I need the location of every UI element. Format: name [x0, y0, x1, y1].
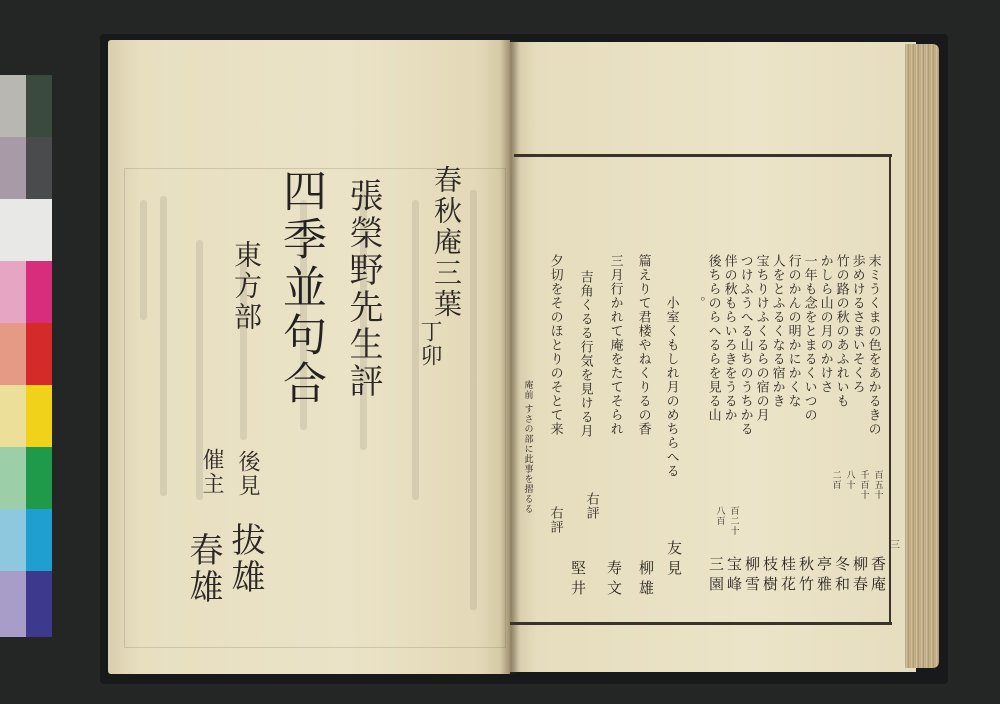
poet-name: 秋竹 — [797, 556, 815, 596]
verse-line: つけふうへる山ちのうちかる — [737, 254, 753, 436]
swatch-gray-light — [0, 75, 26, 137]
swatch-yellow — [26, 385, 52, 447]
swatch-purple — [26, 571, 52, 637]
print-frame-right — [889, 154, 891, 624]
swatch-sky — [0, 509, 26, 571]
main-title: 四季並句合 — [275, 168, 326, 408]
score-note: 千百十 — [858, 470, 869, 500]
color-calibration-strip — [0, 75, 52, 637]
poet-name: 桂花 — [779, 556, 797, 596]
verse-line: かしら山の月のかけさ — [817, 254, 833, 394]
after-note: 後見 — [235, 450, 260, 498]
bleed-through-line — [140, 200, 147, 320]
score-note: 百二十 — [728, 506, 739, 536]
swatch-red — [26, 323, 52, 385]
leaf-number: 三 — [890, 540, 900, 551]
title-line-4: 東方部 — [230, 240, 263, 333]
book-page-edges — [905, 44, 939, 668]
verse-line: 行のかんの明かにかくな — [785, 254, 801, 408]
swatch-lilac — [0, 571, 26, 637]
verse-line: 吉角くるる行気を見ける月 — [577, 270, 593, 438]
verse-line: 歩めけるさまいそくろ — [849, 254, 865, 394]
poet-name: 三園 — [707, 556, 725, 596]
poet-name: 柳雄 — [637, 560, 655, 600]
bleed-through-line — [160, 196, 167, 496]
critic-note: 右評 — [547, 506, 563, 534]
score-note: 八百 — [714, 506, 725, 526]
swatch-lavender-gray — [0, 137, 26, 199]
score-note: 二百 — [830, 470, 841, 490]
poet-name: 友見 — [665, 540, 683, 580]
poet-name: 香庵 — [869, 556, 887, 596]
swatch-cream — [0, 385, 26, 447]
swatch-green — [26, 447, 52, 509]
poet-name: 寿文 — [605, 560, 623, 600]
verse-line: 夕切をそのほとりのそとて来 — [547, 254, 563, 436]
date-line: 丁卯 — [417, 320, 442, 368]
bleed-through-line — [470, 190, 477, 610]
swatch-dark-gray — [26, 137, 52, 199]
organizer-name-2: 春雄 — [183, 532, 223, 606]
section-marker: 。 — [689, 296, 705, 310]
verse-line: 三月行かれて庵をたてそられ — [607, 254, 623, 436]
swatch-green-dark — [26, 75, 52, 137]
sign-off-line: 庵前 すさの部に此事を摺るる — [522, 380, 533, 514]
verse-line: 一年も念をとまるくいつの — [801, 254, 817, 422]
poet-name: 堅井 — [569, 560, 587, 600]
verse-line: 伴の秋もらいろきをうるか — [721, 254, 737, 422]
verse-line: 末ミうくまの色をあかるきの — [865, 254, 881, 436]
poet-name: 亭雅 — [815, 556, 833, 596]
critic-note: 右評 — [583, 492, 599, 520]
poet-name: 宝峰 — [725, 556, 743, 596]
print-frame-bottom — [510, 622, 892, 625]
title-line-2: 張榮野先生評 — [343, 178, 383, 400]
swatch-white — [0, 199, 52, 261]
title-line-1: 春秋庵三葉 — [430, 165, 463, 320]
poet-name: 柳春 — [851, 556, 869, 596]
organizer-name-1: 拔雄 — [225, 522, 265, 596]
verse-line: 後ちらのらへるらを見る山 — [705, 254, 721, 422]
verse-line: 篇えりて君楼やねくりるの香 — [635, 254, 651, 436]
swatch-pink-light — [0, 261, 26, 323]
organizer-label: 催主 — [199, 448, 224, 496]
verse-line: 人をとふるくなる宿かき — [769, 254, 785, 408]
swatch-salmon — [0, 323, 26, 385]
verse-line: 竹の路の秋のあふれいも — [833, 254, 849, 408]
print-frame-top — [514, 154, 892, 157]
poet-name: 枝樹 — [761, 556, 779, 596]
score-note: 八十 — [844, 470, 855, 490]
swatch-magenta — [26, 261, 52, 323]
poet-name: 柳雪 — [743, 556, 761, 596]
verse-line: 小室くもしれ月のめちらへる — [663, 296, 679, 478]
score-note: 百五十 — [872, 470, 883, 500]
swatch-mint — [0, 447, 26, 509]
verse-line: 宝ちりけふくるらの宿の月 — [753, 254, 769, 422]
swatch-cyan — [26, 509, 52, 571]
poet-name: 冬和 — [833, 556, 851, 596]
